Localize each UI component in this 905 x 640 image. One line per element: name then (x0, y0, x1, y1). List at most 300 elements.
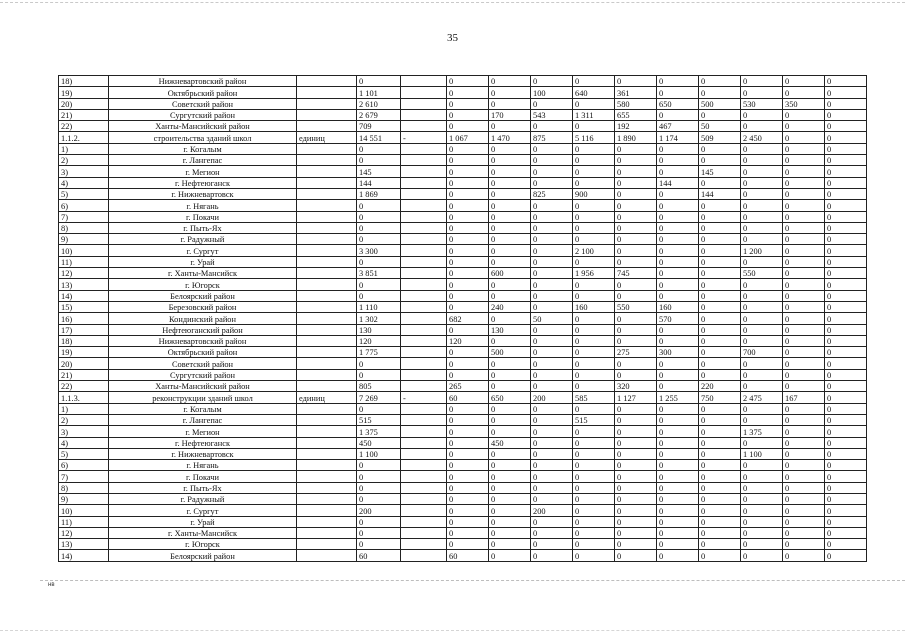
table-cell: 0 (657, 87, 699, 98)
table-cell: 0 (531, 426, 573, 437)
table-cell: 655 (615, 109, 657, 120)
row-number-cell: 2) (59, 414, 109, 425)
table-cell: 0 (699, 211, 741, 222)
table-cell: 0 (657, 448, 699, 459)
table-cell (297, 121, 357, 132)
table-cell: 0 (489, 76, 531, 87)
table-cell: 0 (783, 200, 825, 211)
table-cell: 0 (699, 448, 741, 459)
table-cell: 0 (741, 539, 783, 550)
table-cell: 825 (531, 188, 573, 199)
table-cell (401, 188, 447, 199)
table-cell: 0 (657, 358, 699, 369)
row-number-cell: 13) (59, 539, 109, 550)
table-cell: 0 (657, 437, 699, 448)
row-number-cell: 8) (59, 222, 109, 233)
table-cell (297, 369, 357, 380)
table-cell: 0 (573, 279, 615, 290)
table-cell: 0 (615, 245, 657, 256)
table-cell: 0 (741, 505, 783, 516)
table-cell: 0 (489, 358, 531, 369)
table-cell: 0 (489, 482, 531, 493)
table-cell: 0 (783, 369, 825, 380)
table-row (59, 211, 867, 222)
table-cell: 550 (741, 268, 783, 279)
table-row (59, 381, 867, 392)
table-cell: 0 (825, 166, 867, 177)
row-name-cell: Нижневартовский район (109, 76, 297, 87)
table-cell: 0 (657, 279, 699, 290)
table-cell: 0 (783, 414, 825, 425)
table-cell: 0 (573, 211, 615, 222)
table-cell: 1 200 (741, 245, 783, 256)
table-cell: 0 (657, 290, 699, 301)
table-cell: 0 (741, 493, 783, 504)
table-cell: 0 (531, 98, 573, 109)
table-cell: 0 (615, 313, 657, 324)
table-cell: 0 (489, 177, 531, 188)
table-row (59, 132, 867, 143)
table-cell: 0 (447, 471, 489, 482)
table-cell: 0 (489, 335, 531, 346)
row-name-cell: реконструкции зданий школ (109, 392, 297, 403)
table-cell: 0 (825, 437, 867, 448)
table-cell: 0 (783, 211, 825, 222)
row-name-cell: г. Нефтеюганск (109, 177, 297, 188)
table-cell: 0 (615, 460, 657, 471)
row-name-cell: г. Мегион (109, 166, 297, 177)
table-cell: 0 (825, 381, 867, 392)
table-cell: 0 (615, 516, 657, 527)
table-cell: 0 (699, 279, 741, 290)
table-cell: 0 (489, 414, 531, 425)
table-cell: 0 (531, 358, 573, 369)
row-number-cell: 1) (59, 143, 109, 154)
row-name-cell: г. Пыть-Ях (109, 222, 297, 233)
table-row (59, 177, 867, 188)
table-cell: 2 679 (357, 109, 401, 120)
row-name-cell: г. Нефтеюганск (109, 437, 297, 448)
table-cell: 0 (783, 516, 825, 527)
table-row (59, 437, 867, 448)
table-cell (297, 87, 357, 98)
table-cell (401, 527, 447, 538)
table-row (59, 234, 867, 245)
table-cell: 0 (657, 516, 699, 527)
table-cell: 0 (573, 426, 615, 437)
table-cell: 0 (699, 76, 741, 87)
table-cell: 0 (489, 313, 531, 324)
table-cell: 0 (657, 539, 699, 550)
table-cell: 682 (447, 313, 489, 324)
table-cell: 0 (615, 527, 657, 538)
table-cell: 0 (825, 347, 867, 358)
table-cell: 0 (573, 335, 615, 346)
table-cell: 0 (615, 234, 657, 245)
scan-edge-top (0, 2, 905, 4)
table-cell: 0 (489, 87, 531, 98)
budget-table (58, 75, 867, 562)
table-cell: 0 (489, 155, 531, 166)
table-cell: 200 (531, 505, 573, 516)
table-cell: 0 (357, 222, 401, 233)
table-cell: 600 (489, 268, 531, 279)
table-cell: 0 (615, 279, 657, 290)
table-cell (297, 177, 357, 188)
table-cell (297, 493, 357, 504)
table-cell: 0 (657, 369, 699, 380)
table-row (59, 155, 867, 166)
table-cell: 0 (615, 403, 657, 414)
table-cell: 0 (573, 369, 615, 380)
table-cell: 0 (447, 109, 489, 120)
table-cell: 1 470 (489, 132, 531, 143)
table-cell (297, 268, 357, 279)
table-cell: 0 (783, 188, 825, 199)
table-cell: 0 (447, 414, 489, 425)
row-name-cell: г. Сургут (109, 505, 297, 516)
table-cell: 0 (573, 313, 615, 324)
table-cell: 0 (447, 268, 489, 279)
table-cell: 0 (825, 211, 867, 222)
table-cell: 0 (447, 448, 489, 459)
table-cell: 265 (447, 381, 489, 392)
table-cell (297, 426, 357, 437)
table-cell: 0 (489, 550, 531, 561)
table-cell: 275 (615, 347, 657, 358)
table-cell (297, 279, 357, 290)
table-cell: 0 (615, 335, 657, 346)
table-row (59, 313, 867, 324)
row-number-cell: 14) (59, 290, 109, 301)
table-cell: 0 (741, 414, 783, 425)
row-name-cell: г. Сургут (109, 245, 297, 256)
table-cell: 805 (357, 381, 401, 392)
table-cell: 0 (657, 166, 699, 177)
table-cell: 0 (825, 279, 867, 290)
row-number-cell: 9) (59, 234, 109, 245)
table-cell: 0 (573, 437, 615, 448)
table-cell: 0 (657, 222, 699, 233)
table-cell: 0 (447, 347, 489, 358)
table-cell: 0 (489, 516, 531, 527)
table-cell: 0 (783, 268, 825, 279)
table-cell: 0 (699, 369, 741, 380)
table-cell (401, 279, 447, 290)
table-cell: 0 (741, 369, 783, 380)
table-cell: 0 (489, 369, 531, 380)
table-cell: 0 (741, 166, 783, 177)
table-cell: 0 (447, 200, 489, 211)
table-cell: 1 174 (657, 132, 699, 143)
row-name-cell: Ханты-Мансийский район (109, 121, 297, 132)
table-cell: 0 (447, 460, 489, 471)
table-cell: 0 (357, 358, 401, 369)
row-number-cell: 14) (59, 550, 109, 561)
table-cell: 0 (657, 471, 699, 482)
table-cell: 0 (573, 177, 615, 188)
table-cell: 0 (699, 437, 741, 448)
footer-mark: нв (48, 582, 55, 588)
table-cell: 0 (573, 222, 615, 233)
table-cell: 0 (657, 527, 699, 538)
row-number-cell: 18) (59, 335, 109, 346)
table-cell: 0 (741, 109, 783, 120)
table-cell: 0 (783, 335, 825, 346)
table-cell: 0 (699, 109, 741, 120)
table-cell: 240 (489, 301, 531, 312)
table-cell: 0 (699, 516, 741, 527)
table-row (59, 279, 867, 290)
table-row (59, 143, 867, 154)
row-name-cell: г. Ханты-Мансийск (109, 268, 297, 279)
table-cell: 0 (573, 550, 615, 561)
table-cell: 1 302 (357, 313, 401, 324)
table-cell (401, 245, 447, 256)
table-cell: 0 (615, 505, 657, 516)
table-cell: 0 (699, 460, 741, 471)
table-cell: 0 (825, 121, 867, 132)
table-cell: 0 (741, 76, 783, 87)
table-cell (297, 505, 357, 516)
table-cell: 580 (615, 98, 657, 109)
table-cell: 130 (357, 324, 401, 335)
table-cell (401, 550, 447, 561)
table-cell: 0 (699, 539, 741, 550)
table-cell: 1 311 (573, 109, 615, 120)
table-cell: 0 (741, 460, 783, 471)
table-cell: 1 100 (741, 448, 783, 459)
table-cell: 0 (825, 414, 867, 425)
row-name-cell: г. Радужный (109, 493, 297, 504)
row-name-cell: г. Покачи (109, 211, 297, 222)
table-cell: 515 (357, 414, 401, 425)
table-cell: 0 (783, 132, 825, 143)
table-cell: 3 300 (357, 245, 401, 256)
table-cell: 467 (657, 121, 699, 132)
table-cell: 0 (531, 211, 573, 222)
table-cell: 0 (531, 493, 573, 504)
table-cell: 0 (447, 505, 489, 516)
table-cell: 0 (447, 301, 489, 312)
table-cell: 0 (489, 505, 531, 516)
table-cell: 0 (741, 87, 783, 98)
table-row (59, 358, 867, 369)
table-cell (297, 448, 357, 459)
row-number-cell: 15) (59, 301, 109, 312)
table-cell (401, 335, 447, 346)
table-cell: 0 (489, 493, 531, 504)
table-cell: 2 475 (741, 392, 783, 403)
table-cell (297, 166, 357, 177)
table-cell (401, 471, 447, 482)
table-row (59, 222, 867, 233)
table-row (59, 392, 867, 403)
table-cell: 0 (489, 166, 531, 177)
table-cell (401, 121, 447, 132)
table-cell: 0 (573, 516, 615, 527)
table-cell: 144 (657, 177, 699, 188)
table-cell: - (401, 132, 447, 143)
table-cell: 0 (699, 335, 741, 346)
table-cell: 0 (531, 76, 573, 87)
table-cell: 550 (615, 301, 657, 312)
table-cell (297, 188, 357, 199)
table-cell: 0 (531, 369, 573, 380)
table-cell: 0 (741, 188, 783, 199)
table-cell: 0 (447, 290, 489, 301)
row-number-cell: 12) (59, 527, 109, 538)
table-cell: 120 (357, 335, 401, 346)
table-cell (297, 200, 357, 211)
table-cell: 0 (573, 527, 615, 538)
table-cell: 0 (531, 200, 573, 211)
table-row (59, 516, 867, 527)
table-row (59, 188, 867, 199)
row-number-cell: 19) (59, 347, 109, 358)
table-cell: 0 (573, 493, 615, 504)
table-cell (401, 98, 447, 109)
table-cell: 0 (699, 234, 741, 245)
table-cell: 0 (825, 222, 867, 233)
table-cell: 0 (657, 211, 699, 222)
table-cell: 0 (741, 335, 783, 346)
table-cell: 0 (447, 155, 489, 166)
table-cell: 0 (357, 471, 401, 482)
table-cell: 0 (357, 460, 401, 471)
table-cell: 0 (615, 482, 657, 493)
table-cell: 0 (447, 245, 489, 256)
table-cell: 0 (531, 471, 573, 482)
table-row (59, 76, 867, 87)
table-row (59, 200, 867, 211)
table-row (59, 268, 867, 279)
table-cell: 0 (531, 166, 573, 177)
table-row (59, 335, 867, 346)
table-row (59, 414, 867, 425)
table-cell: 0 (825, 200, 867, 211)
table-body (59, 76, 867, 562)
table-cell: 0 (357, 234, 401, 245)
table-cell (401, 381, 447, 392)
table-cell: 0 (447, 256, 489, 267)
table-cell: 0 (447, 358, 489, 369)
table-cell (401, 414, 447, 425)
table-cell: 0 (783, 505, 825, 516)
table-cell: 1 869 (357, 188, 401, 199)
row-name-cell: г. Нижневартовск (109, 448, 297, 459)
table-cell: 0 (657, 109, 699, 120)
table-cell: 1 110 (357, 301, 401, 312)
row-number-cell: 10) (59, 505, 109, 516)
table-cell: 5 116 (573, 132, 615, 143)
table-cell: 0 (825, 505, 867, 516)
table-cell (401, 324, 447, 335)
table-cell: 0 (825, 256, 867, 267)
table-cell: 0 (615, 76, 657, 87)
table-cell: 0 (447, 279, 489, 290)
table-cell: 0 (699, 505, 741, 516)
table-cell: 0 (741, 177, 783, 188)
table-cell: 0 (531, 121, 573, 132)
table-cell (297, 437, 357, 448)
table-cell: 0 (825, 482, 867, 493)
table-cell: 0 (531, 448, 573, 459)
row-number-cell: 13) (59, 279, 109, 290)
table-cell: 60 (357, 550, 401, 561)
table-cell: 0 (825, 392, 867, 403)
table-cell: 0 (489, 222, 531, 233)
row-name-cell: г. Ханты-Мансийск (109, 527, 297, 538)
table-cell: 0 (573, 234, 615, 245)
table-row (59, 301, 867, 312)
table-cell: 509 (699, 132, 741, 143)
table-cell (297, 381, 357, 392)
table-cell: 0 (615, 166, 657, 177)
table-cell: 0 (615, 426, 657, 437)
table-row (59, 324, 867, 335)
table-cell: 0 (615, 471, 657, 482)
table-cell: 0 (783, 87, 825, 98)
table-cell: 0 (447, 437, 489, 448)
row-number-cell: 7) (59, 471, 109, 482)
table-cell: 160 (573, 301, 615, 312)
row-name-cell: г. Когалым (109, 403, 297, 414)
table-cell: 0 (573, 358, 615, 369)
table-cell: 0 (657, 268, 699, 279)
table-cell (401, 301, 447, 312)
table-cell: 0 (531, 234, 573, 245)
table-cell: 0 (657, 335, 699, 346)
row-number-cell: 7) (59, 211, 109, 222)
row-number-cell: 4) (59, 177, 109, 188)
table-cell: 0 (657, 234, 699, 245)
table-cell: 0 (825, 493, 867, 504)
row-number-cell: 5) (59, 448, 109, 459)
table-cell (297, 301, 357, 312)
table-cell: 0 (699, 200, 741, 211)
table-cell (401, 426, 447, 437)
table-cell: 0 (699, 177, 741, 188)
table-cell: 0 (657, 505, 699, 516)
table-cell: 0 (357, 143, 401, 154)
table-cell: 0 (825, 177, 867, 188)
table-cell: 900 (573, 188, 615, 199)
row-name-cell: г. Радужный (109, 234, 297, 245)
table-cell: 0 (615, 256, 657, 267)
table-cell (401, 347, 447, 358)
table-cell: 0 (447, 403, 489, 414)
table-cell: 0 (741, 121, 783, 132)
table-cell: 0 (489, 426, 531, 437)
row-number-cell: 3) (59, 426, 109, 437)
table-cell: 0 (825, 448, 867, 459)
row-number-cell: 5) (59, 188, 109, 199)
table-cell: 0 (825, 98, 867, 109)
table-cell: 0 (741, 403, 783, 414)
table-cell (297, 358, 357, 369)
table-cell: 0 (783, 358, 825, 369)
table-cell: 0 (489, 448, 531, 459)
table-cell (297, 550, 357, 561)
table-cell: 0 (741, 143, 783, 154)
table-cell: 1 956 (573, 268, 615, 279)
table-cell: 0 (825, 369, 867, 380)
table-cell (297, 222, 357, 233)
table-cell: 0 (783, 121, 825, 132)
table-row (59, 256, 867, 267)
table-cell: 1 067 (447, 132, 489, 143)
